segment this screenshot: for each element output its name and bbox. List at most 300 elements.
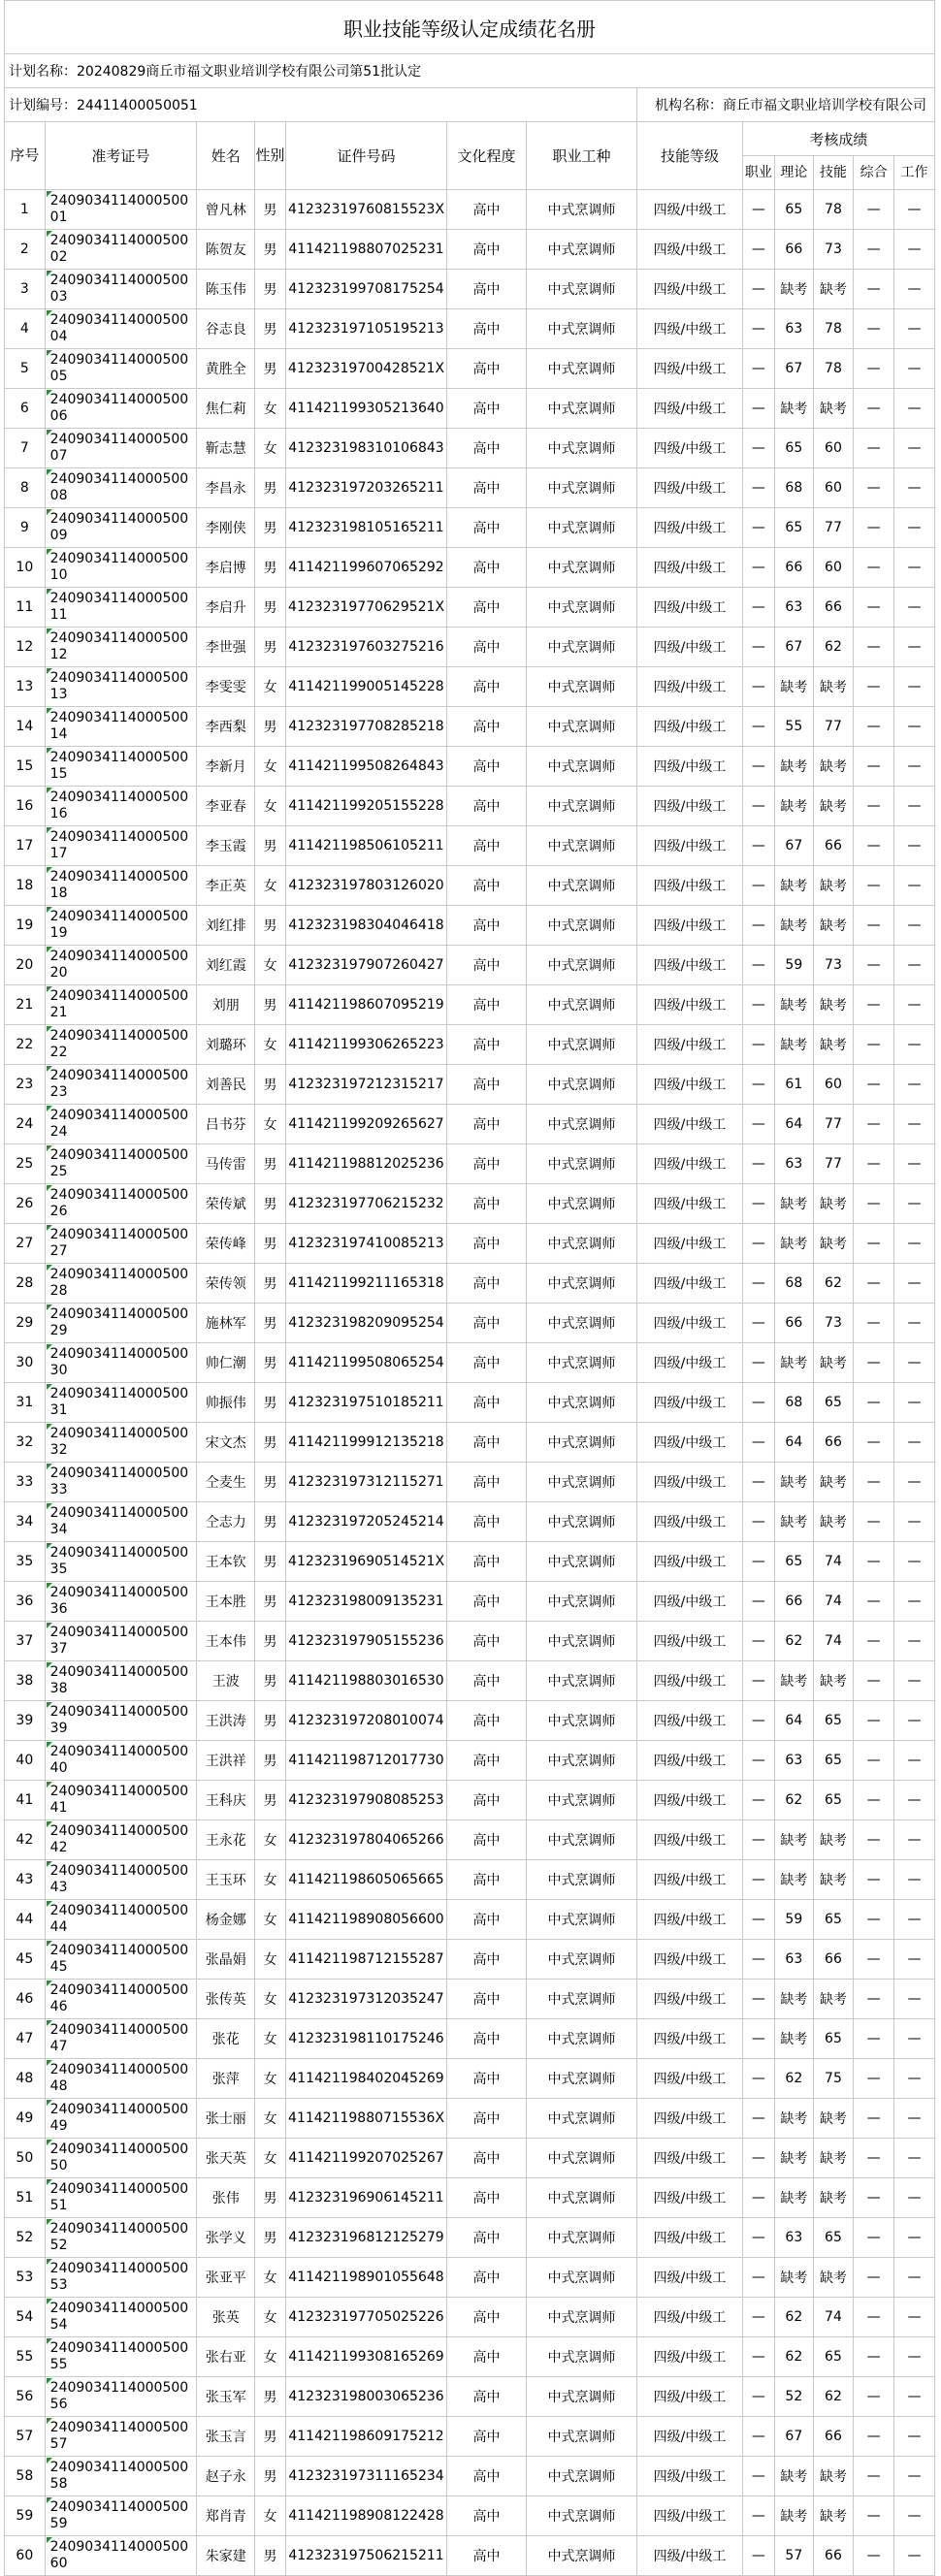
cell-score-prof: — bbox=[742, 1622, 774, 1661]
cell-ticket: 240903411400050019 bbox=[45, 906, 196, 946]
table-row bbox=[5, 2377, 935, 2417]
header-seq: 序号 bbox=[5, 122, 46, 190]
cell-id: 412323197312035247 bbox=[285, 1980, 447, 2019]
cell-score-work: — bbox=[893, 1781, 934, 1820]
cell-name: 仝志力 bbox=[196, 1502, 254, 1542]
cell-score-work: — bbox=[893, 2059, 934, 2099]
cell-score-prof: — bbox=[742, 906, 774, 946]
cell-score-work: — bbox=[893, 1741, 934, 1781]
cell-ticket: 240903411400050041 bbox=[45, 1781, 196, 1820]
cell-name: 刘红霞 bbox=[196, 946, 254, 985]
cell-score-skill: 66 bbox=[813, 826, 854, 866]
cell-score-work: — bbox=[893, 2377, 934, 2417]
cell-id: 41232319690514521X bbox=[285, 1542, 447, 1582]
cell-score-skill: 66 bbox=[813, 1940, 854, 1980]
table-row bbox=[5, 1781, 935, 1820]
cell-score-prof: — bbox=[742, 1741, 774, 1781]
cell-score-theory: 缺考 bbox=[775, 2496, 814, 2536]
cell-score-work: — bbox=[893, 1701, 934, 1741]
cell-score-comp: — bbox=[854, 1383, 894, 1423]
cell-gender: 男 bbox=[255, 1304, 285, 1343]
cell-score-comp: — bbox=[854, 309, 894, 349]
cell-job: 中式烹调师 bbox=[526, 349, 637, 389]
cell-score-theory: 67 bbox=[775, 826, 814, 866]
cell-ticket: 240903411400050052 bbox=[45, 2218, 196, 2258]
cell-name: 陈贺友 bbox=[196, 230, 254, 270]
cell-edu: 高中 bbox=[447, 1224, 526, 1264]
cell-score-work: — bbox=[893, 2258, 934, 2298]
cell-score-work: — bbox=[893, 270, 934, 309]
table-row bbox=[5, 985, 935, 1025]
cell-score-comp: — bbox=[854, 1025, 894, 1065]
cell-ticket: 240903411400050046 bbox=[45, 1980, 196, 2019]
table-row bbox=[5, 349, 935, 389]
cell-edu: 高中 bbox=[447, 2258, 526, 2298]
cell-gender: 男 bbox=[255, 826, 285, 866]
cell-job: 中式烹调师 bbox=[526, 707, 637, 747]
cell-id: 411421199209265627 bbox=[285, 1105, 447, 1144]
cell-seq: 60 bbox=[5, 2536, 46, 2576]
cell-score-comp: — bbox=[854, 906, 894, 946]
cell-score-skill: 66 bbox=[813, 588, 854, 628]
cell-name: 张玉军 bbox=[196, 2377, 254, 2417]
cell-edu: 高中 bbox=[447, 2059, 526, 2099]
cell-seq: 34 bbox=[5, 1502, 46, 1542]
header-scores: 考核成绩 bbox=[742, 122, 934, 156]
table-row bbox=[5, 946, 935, 985]
cell-seq: 26 bbox=[5, 1184, 46, 1224]
cell-score-skill: 65 bbox=[813, 2019, 854, 2059]
cell-name: 帅振伟 bbox=[196, 1383, 254, 1423]
cell-ticket: 240903411400050032 bbox=[45, 1423, 196, 1463]
cell-ticket: 240903411400050020 bbox=[45, 946, 196, 985]
cell-edu: 高中 bbox=[447, 628, 526, 667]
cell-edu: 高中 bbox=[447, 1542, 526, 1582]
cell-score-skill: 缺考 bbox=[813, 985, 854, 1025]
cell-job: 中式烹调师 bbox=[526, 1781, 637, 1820]
cell-level: 四级/中级工 bbox=[637, 349, 742, 389]
cell-score-skill: 缺考 bbox=[813, 2457, 854, 2496]
cell-score-skill: 缺考 bbox=[813, 787, 854, 826]
cell-seq: 40 bbox=[5, 1741, 46, 1781]
cell-ticket: 240903411400050005 bbox=[45, 349, 196, 389]
cell-name: 李雯雯 bbox=[196, 667, 254, 707]
cell-ticket: 240903411400050049 bbox=[45, 2099, 196, 2139]
plan-number: 计划编号：24411400050051 bbox=[5, 88, 637, 122]
table-row bbox=[5, 1025, 935, 1065]
cell-ticket: 240903411400050029 bbox=[45, 1304, 196, 1343]
cell-level: 四级/中级工 bbox=[637, 1065, 742, 1105]
cell-score-work: — bbox=[893, 2457, 934, 2496]
cell-edu: 高中 bbox=[447, 1900, 526, 1940]
cell-id: 411421199508264843 bbox=[285, 747, 447, 787]
cell-gender: 女 bbox=[255, 2099, 285, 2139]
cell-gender: 男 bbox=[255, 2377, 285, 2417]
cell-score-work: — bbox=[893, 1224, 934, 1264]
cell-score-work: — bbox=[893, 1065, 934, 1105]
cell-score-skill: 78 bbox=[813, 309, 854, 349]
cell-level: 四级/中级工 bbox=[637, 1661, 742, 1701]
cell-edu: 高中 bbox=[447, 1980, 526, 2019]
cell-level: 四级/中级工 bbox=[637, 747, 742, 787]
cell-score-skill: 66 bbox=[813, 2417, 854, 2457]
cell-score-skill: 78 bbox=[813, 349, 854, 389]
cell-score-theory: 67 bbox=[775, 628, 814, 667]
cell-score-theory: 63 bbox=[775, 1741, 814, 1781]
cell-job: 中式烹调师 bbox=[526, 1383, 637, 1423]
cell-level: 四级/中级工 bbox=[637, 826, 742, 866]
cell-level: 四级/中级工 bbox=[637, 429, 742, 468]
cell-job: 中式烹调师 bbox=[526, 1343, 637, 1383]
cell-gender: 女 bbox=[255, 1820, 285, 1860]
cell-score-prof: — bbox=[742, 1025, 774, 1065]
cell-score-theory: 62 bbox=[775, 2059, 814, 2099]
cell-score-comp: — bbox=[854, 1105, 894, 1144]
cell-name: 仝麦生 bbox=[196, 1463, 254, 1502]
cell-edu: 高中 bbox=[447, 985, 526, 1025]
cell-level: 四级/中级工 bbox=[637, 1701, 742, 1741]
cell-edu: 高中 bbox=[447, 1661, 526, 1701]
cell-id: 412323198003065236 bbox=[285, 2377, 447, 2417]
cell-gender: 女 bbox=[255, 2019, 285, 2059]
cell-level: 四级/中级工 bbox=[637, 1025, 742, 1065]
cell-level: 四级/中级工 bbox=[637, 1900, 742, 1940]
cell-edu: 高中 bbox=[447, 1065, 526, 1105]
cell-score-theory: 缺考 bbox=[775, 1980, 814, 2019]
table-row bbox=[5, 508, 935, 548]
cell-score-skill: 缺考 bbox=[813, 747, 854, 787]
cell-id: 41232319760815523X bbox=[285, 190, 447, 230]
table-row bbox=[5, 190, 935, 230]
table-row bbox=[5, 468, 935, 508]
cell-id: 412323197203265211 bbox=[285, 468, 447, 508]
cell-score-theory: 55 bbox=[775, 707, 814, 747]
cell-score-theory: 缺考 bbox=[775, 1463, 814, 1502]
cell-score-theory: 64 bbox=[775, 1105, 814, 1144]
cell-name: 施林军 bbox=[196, 1304, 254, 1343]
cell-edu: 高中 bbox=[447, 2337, 526, 2377]
cell-score-skill: 缺考 bbox=[813, 270, 854, 309]
cell-score-theory: 65 bbox=[775, 1542, 814, 1582]
cell-ticket: 240903411400050048 bbox=[45, 2059, 196, 2099]
cell-id: 411421198901055648 bbox=[285, 2258, 447, 2298]
cell-score-skill: 60 bbox=[813, 468, 854, 508]
cell-score-theory: 缺考 bbox=[775, 1820, 814, 1860]
cell-job: 中式烹调师 bbox=[526, 2457, 637, 2496]
cell-score-prof: — bbox=[742, 1383, 774, 1423]
cell-id: 412323197803126020 bbox=[285, 866, 447, 906]
cell-gender: 女 bbox=[255, 1025, 285, 1065]
cell-gender: 男 bbox=[255, 468, 285, 508]
cell-edu: 高中 bbox=[447, 2298, 526, 2337]
cell-score-comp: — bbox=[854, 1940, 894, 1980]
cell-seq: 4 bbox=[5, 309, 46, 349]
cell-score-skill: 73 bbox=[813, 946, 854, 985]
cell-score-comp: — bbox=[854, 1622, 894, 1661]
cell-score-skill: 66 bbox=[813, 1423, 854, 1463]
table-row bbox=[5, 1980, 935, 2019]
cell-ticket: 240903411400050055 bbox=[45, 2337, 196, 2377]
cell-score-prof: — bbox=[742, 787, 774, 826]
cell-ticket: 240903411400050057 bbox=[45, 2417, 196, 2457]
cell-id: 411421198605065665 bbox=[285, 1860, 447, 1900]
table-row bbox=[5, 2059, 935, 2099]
cell-seq: 12 bbox=[5, 628, 46, 667]
cell-id: 412323197603275216 bbox=[285, 628, 447, 667]
cell-id: 411421198807025231 bbox=[285, 230, 447, 270]
header-score-theory: 理论 bbox=[775, 156, 814, 190]
cell-score-work: — bbox=[893, 389, 934, 429]
cell-score-theory: 缺考 bbox=[775, 1502, 814, 1542]
cell-job: 中式烹调师 bbox=[526, 1184, 637, 1224]
cell-id: 411421199508065254 bbox=[285, 1343, 447, 1383]
cell-job: 中式烹调师 bbox=[526, 2019, 637, 2059]
cell-score-theory: 缺考 bbox=[775, 2457, 814, 2496]
cell-gender: 男 bbox=[255, 1502, 285, 1542]
cell-score-comp: — bbox=[854, 946, 894, 985]
cell-score-comp: — bbox=[854, 826, 894, 866]
cell-score-prof: — bbox=[742, 866, 774, 906]
table-row bbox=[5, 826, 935, 866]
cell-seq: 17 bbox=[5, 826, 46, 866]
cell-job: 中式烹调师 bbox=[526, 1304, 637, 1343]
cell-ticket: 240903411400050009 bbox=[45, 508, 196, 548]
cell-score-theory: 缺考 bbox=[775, 2019, 814, 2059]
cell-gender: 男 bbox=[255, 1622, 285, 1661]
cell-score-comp: — bbox=[854, 747, 894, 787]
cell-id: 412323197908085253 bbox=[285, 1781, 447, 1820]
cell-score-skill: 缺考 bbox=[813, 2496, 854, 2536]
cell-score-prof: — bbox=[742, 1582, 774, 1622]
cell-score-comp: — bbox=[854, 2139, 894, 2178]
cell-level: 四级/中级工 bbox=[637, 508, 742, 548]
cell-ticket: 240903411400050010 bbox=[45, 548, 196, 588]
cell-gender: 男 bbox=[255, 1781, 285, 1820]
cell-id: 412323197510185211 bbox=[285, 1383, 447, 1423]
header-score-skill: 技能 bbox=[813, 156, 854, 190]
cell-gender: 女 bbox=[255, 787, 285, 826]
cell-score-prof: — bbox=[742, 1105, 774, 1144]
cell-gender: 男 bbox=[255, 1542, 285, 1582]
cell-gender: 女 bbox=[255, 2258, 285, 2298]
cell-gender: 女 bbox=[255, 667, 285, 707]
table-row bbox=[5, 1383, 935, 1423]
cell-edu: 高中 bbox=[447, 1184, 526, 1224]
cell-edu: 高中 bbox=[447, 906, 526, 946]
cell-gender: 男 bbox=[255, 349, 285, 389]
cell-score-theory: 缺考 bbox=[775, 2178, 814, 2218]
cell-score-theory: 63 bbox=[775, 1940, 814, 1980]
cell-score-comp: — bbox=[854, 1304, 894, 1343]
cell-level: 四级/中级工 bbox=[637, 2298, 742, 2337]
cell-id: 411421198712155287 bbox=[285, 1940, 447, 1980]
header-score-comp: 综合 bbox=[854, 156, 894, 190]
cell-gender: 女 bbox=[255, 429, 285, 468]
cell-seq: 2 bbox=[5, 230, 46, 270]
cell-ticket: 240903411400050053 bbox=[45, 2258, 196, 2298]
cell-edu: 高中 bbox=[447, 2536, 526, 2576]
cell-job: 中式烹调师 bbox=[526, 787, 637, 826]
cell-score-prof: — bbox=[742, 1661, 774, 1701]
table-row bbox=[5, 2417, 935, 2457]
cell-score-theory: 63 bbox=[775, 588, 814, 628]
cell-ticket: 240903411400050054 bbox=[45, 2298, 196, 2337]
cell-score-theory: 57 bbox=[775, 2536, 814, 2576]
cell-seq: 50 bbox=[5, 2139, 46, 2178]
table-row bbox=[5, 2536, 935, 2576]
cell-id: 412323199708175254 bbox=[285, 270, 447, 309]
cell-score-theory: 62 bbox=[775, 1622, 814, 1661]
cell-score-comp: — bbox=[854, 667, 894, 707]
cell-seq: 48 bbox=[5, 2059, 46, 2099]
header-score-work: 工作 bbox=[893, 156, 934, 190]
cell-gender: 女 bbox=[255, 2496, 285, 2536]
cell-score-theory: 67 bbox=[775, 349, 814, 389]
cell-edu: 高中 bbox=[447, 1423, 526, 1463]
cell-level: 四级/中级工 bbox=[637, 230, 742, 270]
cell-job: 中式烹调师 bbox=[526, 2099, 637, 2139]
cell-ticket: 240903411400050002 bbox=[45, 230, 196, 270]
cell-score-skill: 65 bbox=[813, 1741, 854, 1781]
cell-name: 郑肖青 bbox=[196, 2496, 254, 2536]
cell-gender: 男 bbox=[255, 588, 285, 628]
cell-score-skill: 65 bbox=[813, 2337, 854, 2377]
cell-score-comp: — bbox=[854, 2218, 894, 2258]
header-score-prof: 职业 bbox=[742, 156, 774, 190]
table-row bbox=[5, 1264, 935, 1304]
cell-seq: 23 bbox=[5, 1065, 46, 1105]
cell-ticket: 240903411400050035 bbox=[45, 1542, 196, 1582]
cell-score-comp: — bbox=[854, 1900, 894, 1940]
cell-edu: 高中 bbox=[447, 2178, 526, 2218]
cell-score-work: — bbox=[893, 1980, 934, 2019]
cell-score-skill: 缺考 bbox=[813, 1860, 854, 1900]
cell-ticket: 240903411400050017 bbox=[45, 826, 196, 866]
table-row bbox=[5, 1940, 935, 1980]
cell-seq: 7 bbox=[5, 429, 46, 468]
table-row bbox=[5, 1582, 935, 1622]
cell-score-work: — bbox=[893, 906, 934, 946]
cell-gender: 女 bbox=[255, 866, 285, 906]
cell-name: 吕书芬 bbox=[196, 1105, 254, 1144]
cell-ticket: 240903411400050034 bbox=[45, 1502, 196, 1542]
cell-ticket: 240903411400050038 bbox=[45, 1661, 196, 1701]
cell-score-work: — bbox=[893, 985, 934, 1025]
cell-level: 四级/中级工 bbox=[637, 628, 742, 667]
cell-level: 四级/中级工 bbox=[637, 2019, 742, 2059]
cell-job: 中式烹调师 bbox=[526, 548, 637, 588]
cell-name: 王科庆 bbox=[196, 1781, 254, 1820]
cell-name: 李新月 bbox=[196, 747, 254, 787]
cell-level: 四级/中级工 bbox=[637, 2059, 742, 2099]
cell-id: 412323197212315217 bbox=[285, 1065, 447, 1105]
cell-ticket: 240903411400050006 bbox=[45, 389, 196, 429]
cell-seq: 13 bbox=[5, 667, 46, 707]
cell-job: 中式烹调师 bbox=[526, 1542, 637, 1582]
cell-job: 中式烹调师 bbox=[526, 1900, 637, 1940]
table-row bbox=[5, 1622, 935, 1661]
table-row bbox=[5, 1224, 935, 1264]
cell-edu: 高中 bbox=[447, 1701, 526, 1741]
cell-edu: 高中 bbox=[447, 2099, 526, 2139]
cell-edu: 高中 bbox=[447, 1781, 526, 1820]
cell-score-prof: — bbox=[742, 826, 774, 866]
cell-score-work: — bbox=[893, 1661, 934, 1701]
cell-job: 中式烹调师 bbox=[526, 2258, 637, 2298]
cell-score-skill: 73 bbox=[813, 1304, 854, 1343]
cell-ticket: 240903411400050024 bbox=[45, 1105, 196, 1144]
cell-ticket: 240903411400050042 bbox=[45, 1820, 196, 1860]
cell-score-skill: 缺考 bbox=[813, 1224, 854, 1264]
cell-ticket: 240903411400050044 bbox=[45, 1900, 196, 1940]
cell-job: 中式烹调师 bbox=[526, 2218, 637, 2258]
cell-score-comp: — bbox=[854, 2337, 894, 2377]
cell-ticket: 240903411400050051 bbox=[45, 2178, 196, 2218]
cell-score-work: — bbox=[893, 1502, 934, 1542]
cell-score-work: — bbox=[893, 1423, 934, 1463]
cell-seq: 25 bbox=[5, 1144, 46, 1184]
cell-score-skill: 62 bbox=[813, 628, 854, 667]
table-row bbox=[5, 1542, 935, 1582]
cell-seq: 39 bbox=[5, 1701, 46, 1741]
cell-level: 四级/中级工 bbox=[637, 1502, 742, 1542]
cell-name: 张伟 bbox=[196, 2178, 254, 2218]
cell-level: 四级/中级工 bbox=[637, 1860, 742, 1900]
cell-seq: 15 bbox=[5, 747, 46, 787]
cell-score-comp: — bbox=[854, 2377, 894, 2417]
cell-score-prof: — bbox=[742, 2099, 774, 2139]
cell-gender: 男 bbox=[255, 2457, 285, 2496]
cell-seq: 51 bbox=[5, 2178, 46, 2218]
cell-edu: 高中 bbox=[447, 2019, 526, 2059]
cell-edu: 高中 bbox=[447, 2417, 526, 2457]
cell-job: 中式烹调师 bbox=[526, 1860, 637, 1900]
cell-score-prof: — bbox=[742, 946, 774, 985]
cell-job: 中式烹调师 bbox=[526, 747, 637, 787]
cell-score-prof: — bbox=[742, 1900, 774, 1940]
cell-seq: 21 bbox=[5, 985, 46, 1025]
cell-edu: 高中 bbox=[447, 1343, 526, 1383]
cell-score-comp: — bbox=[854, 2496, 894, 2536]
cell-ticket: 240903411400050001 bbox=[45, 190, 196, 230]
cell-score-skill: 65 bbox=[813, 1383, 854, 1423]
cell-level: 四级/中级工 bbox=[637, 2337, 742, 2377]
cell-seq: 19 bbox=[5, 906, 46, 946]
cell-level: 四级/中级工 bbox=[637, 1582, 742, 1622]
cell-name: 张萍 bbox=[196, 2059, 254, 2099]
cell-level: 四级/中级工 bbox=[637, 2258, 742, 2298]
cell-gender: 女 bbox=[255, 747, 285, 787]
cell-score-skill: 77 bbox=[813, 1144, 854, 1184]
cell-seq: 6 bbox=[5, 389, 46, 429]
cell-score-skill: 62 bbox=[813, 2377, 854, 2417]
cell-gender: 男 bbox=[255, 2178, 285, 2218]
table-row bbox=[5, 2258, 935, 2298]
cell-job: 中式烹调师 bbox=[526, 2059, 637, 2099]
cell-gender: 男 bbox=[255, 1661, 285, 1701]
table-row bbox=[5, 270, 935, 309]
cell-score-prof: — bbox=[742, 1184, 774, 1224]
cell-edu: 高中 bbox=[447, 1304, 526, 1343]
cell-score-theory: 缺考 bbox=[775, 1184, 814, 1224]
cell-gender: 男 bbox=[255, 2417, 285, 2457]
cell-edu: 高中 bbox=[447, 309, 526, 349]
cell-seq: 55 bbox=[5, 2337, 46, 2377]
cell-score-comp: — bbox=[854, 429, 894, 468]
cell-job: 中式烹调师 bbox=[526, 270, 637, 309]
cell-name: 靳志慧 bbox=[196, 429, 254, 468]
cell-gender: 男 bbox=[255, 2218, 285, 2258]
